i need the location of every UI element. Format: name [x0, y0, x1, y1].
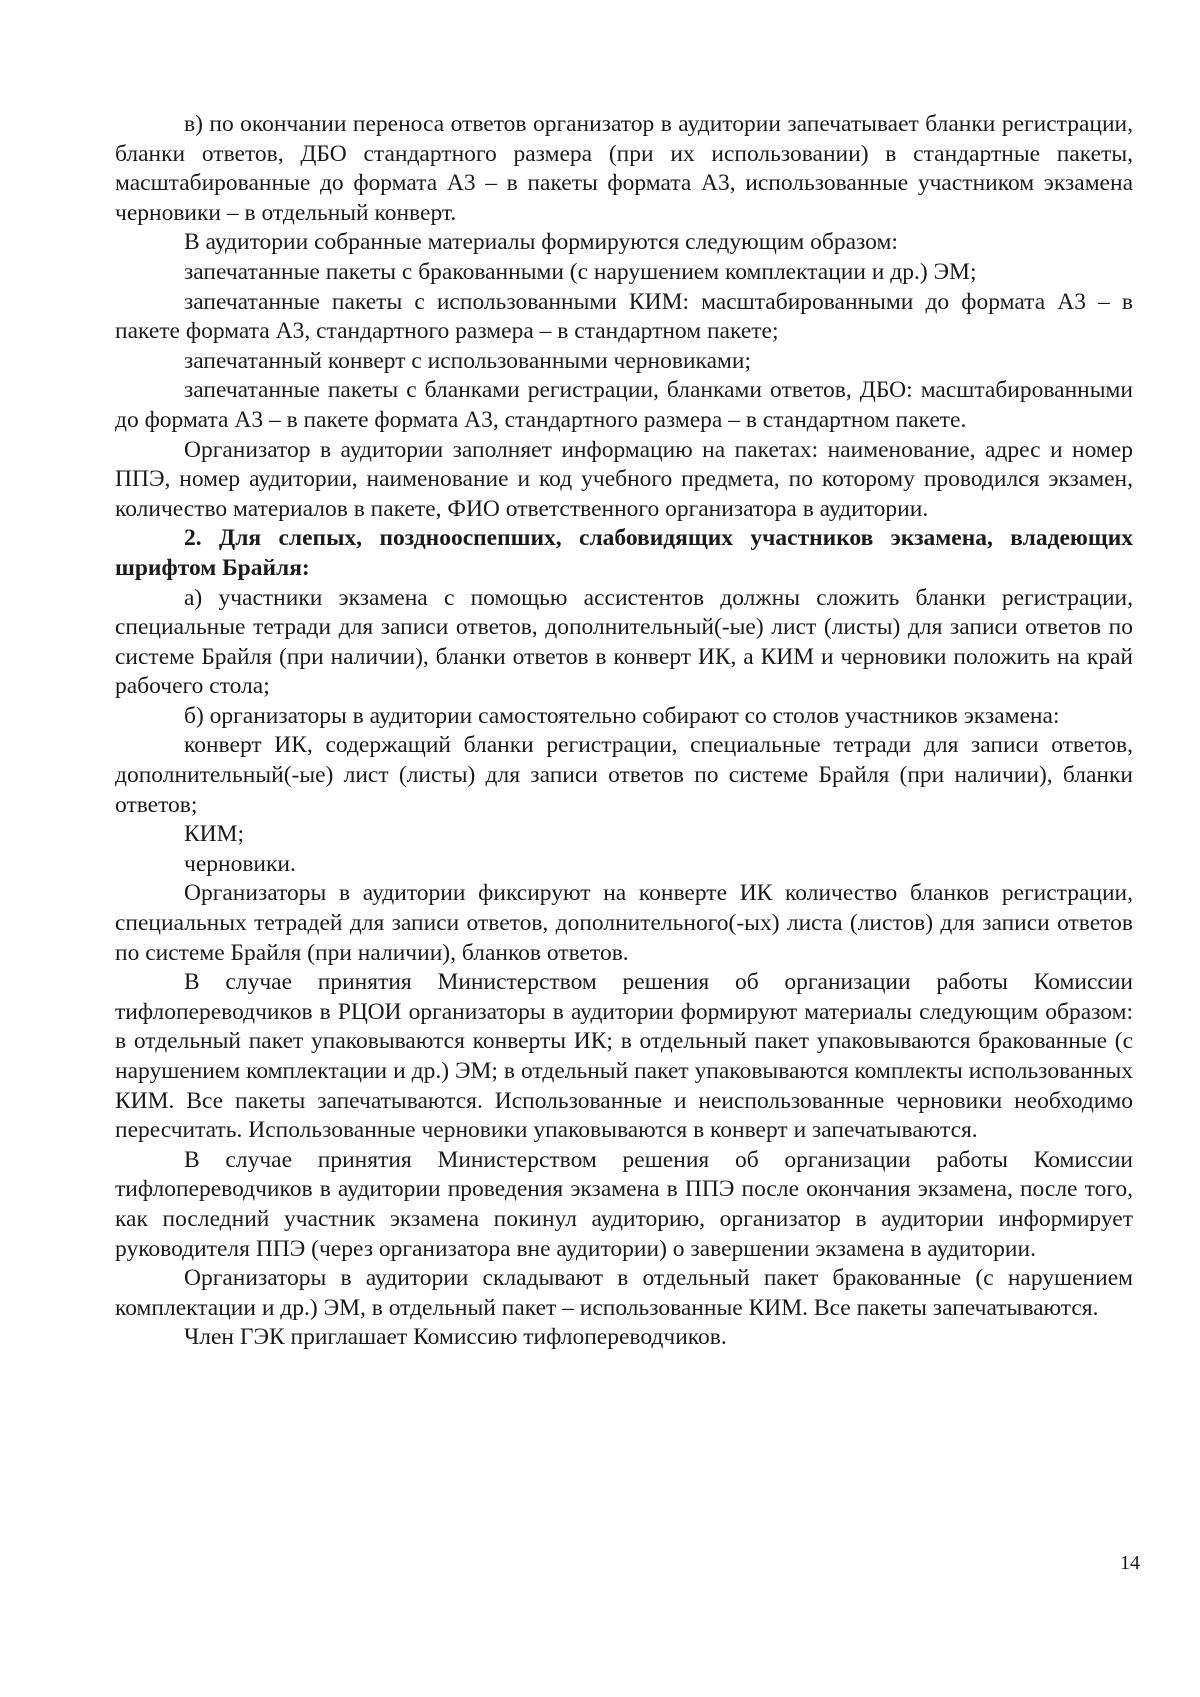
paragraph-kim: КИМ;: [184, 821, 245, 848]
paragraph-gek-invites: Член ГЭК приглашает Комиссию тифлопереводчиков.: [184, 1324, 727, 1351]
paragraph-drafts: черновики.: [184, 850, 296, 877]
paragraph-organizers-pack: Организаторы в аудитории складывают в отдельный пакет бракованные (с нарушением комплектации и др.) ЭМ, в отдельный пакет – использованные КИМ. Все пакеты запечатываются.: [115, 1265, 1133, 1321]
paragraph-braille-a: а) участники экзамена с помощью ассистентов должны сложить бланки регистрации, специальные тетради для записи ответов, дополнительный(-ые) лист (листы) для записи ответов по системе Брайля (при наличии), бланки ответов в конверт ИК, а КИМ и черновики положить на край рабочего стола;: [115, 584, 1133, 700]
paragraph-ppe-commission: В случае принятия Министерством решения об организации работы Комиссии тифлопереводчиков в аудитории проведения экзамена в ППЭ после окончания экзамена, после того, как последний участник экзамена покинул аудиторию, организатор в аудитории информирует руководителя ППЭ (через организатора вне аудитории) о завершении экзамена в аудитории.: [115, 1146, 1133, 1262]
paragraph-package-info: Организатор в аудитории заполняет информацию на пакетах: наименование, адрес и номер ППЭ, номер аудитории, наименование и код учебного предмета, по которому проводился экзамен, количество материалов в пакете, ФИО ответственного организатора в аудитории.: [115, 436, 1133, 522]
paragraph-braille-b: б) организаторы в аудитории самостоятельно собирают со столов участников экзамена:: [184, 702, 1060, 729]
paragraph-ik-count: Организаторы в аудитории фиксируют на конверте ИК количество бланков регистрации, специальных тетрадей для записи ответов, дополнительного(-ых) листа (листов) для записи ответов по системе Брайля (при наличии), бланков ответов.: [115, 880, 1133, 966]
paragraph-defective-packages: запечатанные пакеты с бракованными (с нарушением комплектации и др.) ЭМ;: [184, 258, 977, 285]
section-heading-braille: 2. Для слепых, позднооспепших, слабовидящих участников экзамена, владеющих шрифтом Брайля:: [115, 525, 1133, 581]
paragraph-rcoi-commission: В случае принятия Министерством решения об организации работы Комиссии тифлопереводчиков в РЦОИ организаторы в аудитории формируют материалы следующим образом: в отдельный пакет упаковываются конверты ИК; в отдельный пакет упаковываются бракованные (с нарушением комплектации и др.) ЭМ; в отдельный пакет упаковываются комплекты использованных КИМ. Все пакеты запечатываются. Использованные и неиспользованные черновики необходимо пересчитать. Использованные черновики упаковываются в конверт и запечатываются.: [115, 969, 1133, 1144]
paragraph-3v: в) по окончании переноса ответов организатор в аудитории запечатывает бланки регистрации, бланки ответов, ДБО стандартного размера (при их использовании) в стандартные пакеты, масштабированные до формата А3 – в пакеты формата А3, использованные участником экзамена черновики – в отдельный конверт.: [115, 111, 1133, 226]
paragraph-drafts-envelope: запечатанный конверт с использованными черновиками;: [184, 347, 751, 374]
paragraph-materials-intro: В аудитории собранные материалы формируются следующим образом:: [184, 229, 898, 256]
document-body: [115, 110, 1133, 1353]
paragraph-forms-packages: запечатанные пакеты с бланками регистрации, бланками ответов, ДБО: масштабированными до формата А3 – в пакете формата А3, стандартного размера – в стандартном пакете.: [115, 377, 1133, 433]
paragraph-ik-envelope: конверт ИК, содержащий бланки регистрации, специальные тетради для записи ответов, дополнительный(-ые) лист (листы) для записи ответов по системе Брайля (при наличии), бланки ответов;: [115, 732, 1133, 818]
page-number: 14: [1120, 1552, 1140, 1574]
paragraph-kim-packages: запечатанные пакеты с использованными КИМ: масштабированными до формата А3 – в пакете формата А3, стандартного размера – в стандартном пакете;: [115, 288, 1133, 345]
